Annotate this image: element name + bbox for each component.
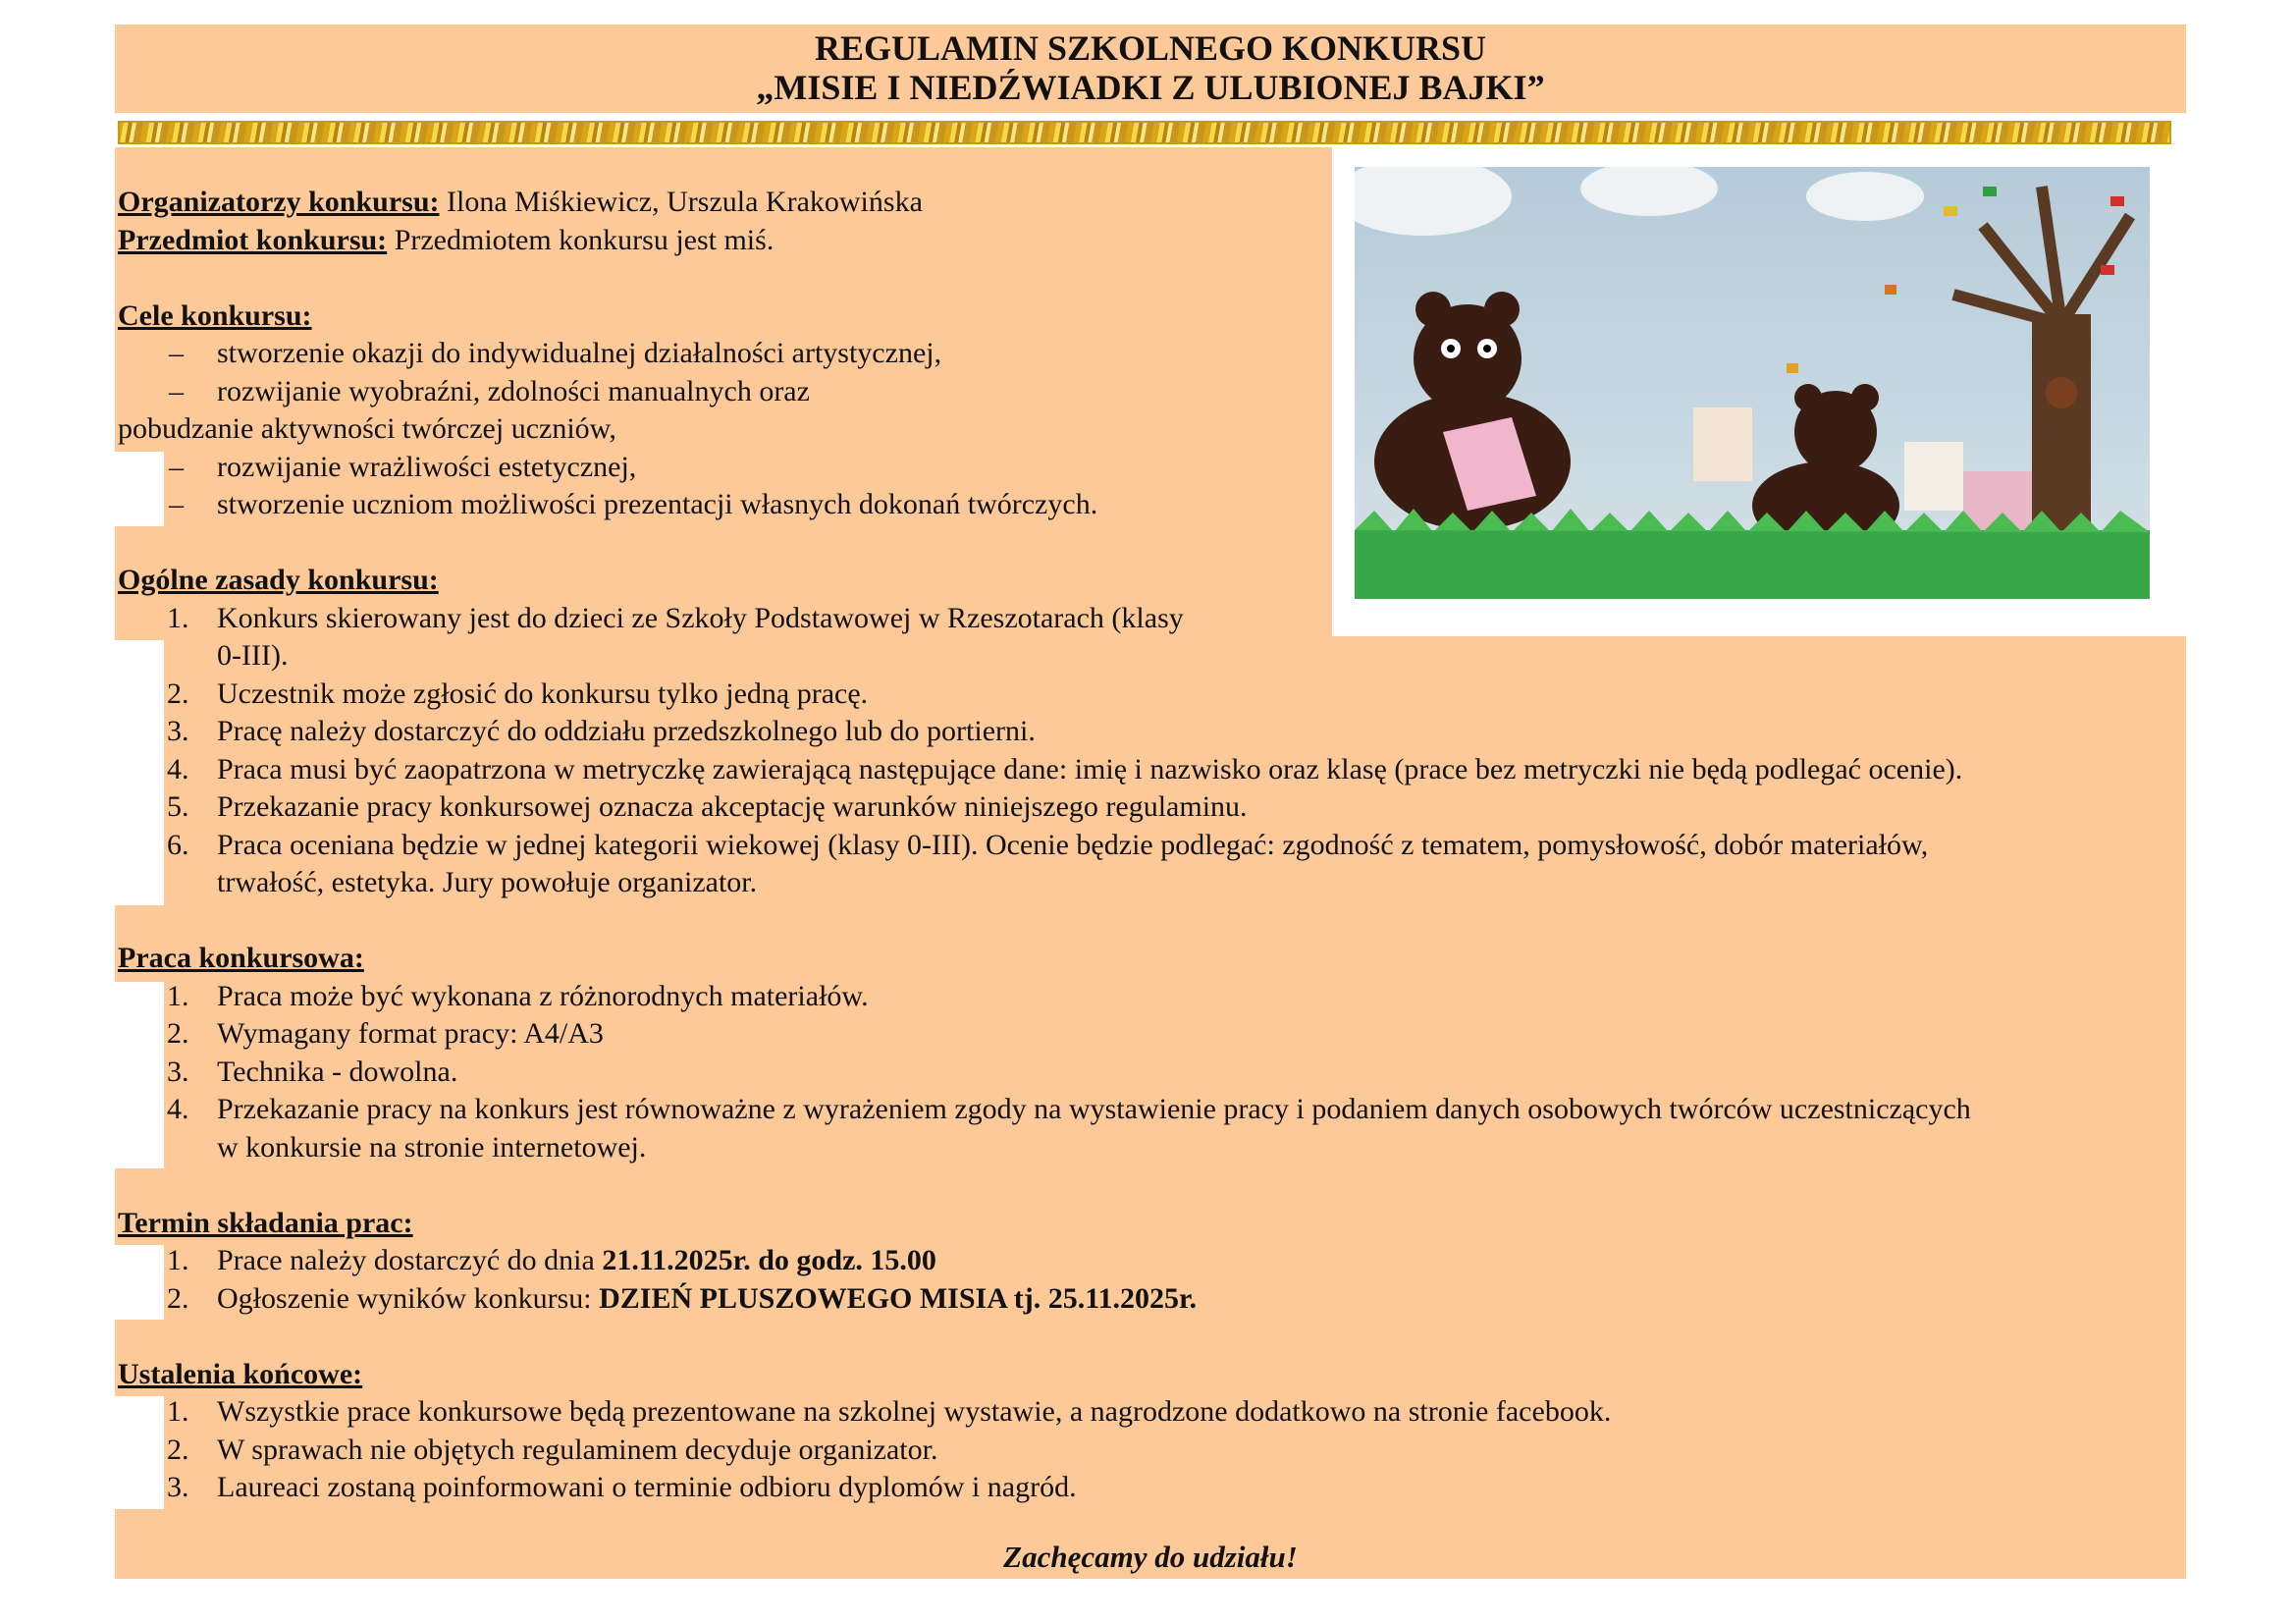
work-item [118, 1091, 2189, 1129]
item-text: Przekazanie pracy na konkurs jest równoważne z wyrażeniem zgody na wystawienie pracy i podaniem danych osobowych twórców uczestniczących [217, 1093, 1971, 1125]
item-text: 0-III). [217, 639, 289, 672]
item-number: 2. [167, 1433, 189, 1466]
bullet-dash: – [169, 337, 184, 369]
item-number: 6. [167, 828, 189, 861]
goal-item [118, 449, 2189, 487]
organizers-value: Ilona Miśkiewicz, Urszula Krakowińska [439, 186, 923, 218]
organizers-row [118, 184, 2189, 222]
rule-item [118, 827, 2189, 865]
item-number: 3. [167, 715, 189, 747]
item-text: Technika - dowolna. [217, 1055, 458, 1088]
item-text: w konkursie na stronie internetowej. [217, 1130, 647, 1164]
bullet-dash: – [169, 488, 184, 520]
item-text: Wszystkie prace konkursowe będą prezentowane na szkolnej wystawie, a nagrodzone dodatkowo na stronie facebook. [217, 1395, 1612, 1428]
deadline-text: Prace należy dostarczyć do dnia [217, 1244, 603, 1276]
rule-item [118, 676, 2189, 714]
work-item [118, 1054, 2189, 1092]
rule-item [118, 713, 2189, 751]
goal-text: stworzenie uczniom możliwości prezentacji własnych dokonań twórczych. [217, 488, 1098, 520]
rule-item [118, 600, 2189, 638]
item-text: Laureaci zostaną poinformowani o terminie odbioru dyplomów i nagród. [217, 1471, 1077, 1503]
goal-item [118, 335, 2189, 373]
final-item [118, 1432, 2189, 1470]
item-text [217, 1280, 1197, 1319]
bullet-dash: – [169, 374, 184, 407]
gold-border-strip [118, 121, 2171, 144]
item-text: Praca musi być zaopatrzona w metryczkę zawierającą następujące dane: imię i nazwisko oraz klasę (prace bez metryczki nie będą podlegać ocenie). [217, 752, 1963, 785]
goal-item [118, 486, 2189, 524]
subject-value: Przedmiotem konkursu jest miś. [387, 223, 774, 256]
results-text: Ogłoszenie wyników konkursu: [217, 1281, 600, 1315]
final-item [118, 1469, 2189, 1507]
work-item-continuation [118, 1129, 2189, 1167]
subject-row [118, 222, 2189, 260]
deadline-heading: Termin składania prac: [118, 1206, 413, 1239]
work-item [118, 978, 2189, 1016]
item-text: Praca oceniana będzie w jednej kategorii wiekowej (klasy 0-III). Ocenie będzie podlegać: zgodność z tematem, pomysłowość, dobór materiałów, [217, 828, 1929, 861]
item-text: Wymagany format pracy: A4/A3 [217, 1017, 604, 1050]
work-item [118, 1015, 2189, 1054]
rule-item-continuation [118, 637, 2189, 676]
item-text: Praca może być wykonana z różnorodnych materiałów. [217, 979, 869, 1012]
item-number: 5. [167, 790, 189, 823]
rule-item [118, 751, 2189, 789]
rule-item [118, 788, 2189, 827]
item-number: 1. [167, 601, 189, 634]
item-number: 2. [167, 1281, 189, 1315]
deadline-date: 21.11.2025r. do godz. 15.00 [602, 1244, 936, 1276]
item-text: trwałość, estetyka. Jury powołuje organizator. [217, 866, 758, 898]
item-number: 1. [167, 979, 189, 1012]
organizers-label: Organizatorzy konkursu: [118, 186, 440, 218]
goal-continuation: pobudzanie aktywności twórczej uczniów, [118, 412, 616, 445]
item-text: Pracę należy dostarczyć do oddziału przedszkolnego lub do portierni. [217, 715, 1036, 747]
closing-text: Zachęcamy do udziału! [1003, 1540, 1298, 1574]
rules-heading: Ogólne zasady konkursu: [118, 564, 439, 596]
item-text: Uczestnik może zgłosić do konkursu tylko jedną pracę. [217, 677, 869, 710]
item-text: W sprawach nie objętych regulaminem decyduje organizator. [217, 1433, 938, 1466]
item-number: 2. [167, 677, 189, 710]
deadline-item [118, 1280, 2189, 1319]
final-heading: Ustalenia końcowe: [118, 1357, 363, 1390]
item-number: 1. [167, 1244, 189, 1276]
item-number: 4. [167, 752, 189, 785]
item-text: Przekazanie pracy konkursowej oznacza akceptację warunków niniejszego regulaminu. [217, 790, 1248, 823]
goal-text: rozwijanie wyobraźni, zdolności manualnych oraz [217, 374, 810, 407]
deadline-item [118, 1242, 2189, 1280]
item-text: Konkurs skierowany jest do dzieci ze Szkoły Podstawowej w Rzeszotarach (klasy [217, 601, 1184, 634]
work-heading: Praca konkursowa: [118, 942, 364, 974]
goal-text: rozwijanie wrażliwości estetycznej, [217, 450, 637, 483]
goal-text: stworzenie okazji do indywidualnej działalności artystycznej, [217, 337, 942, 369]
rule-item-continuation [118, 864, 2189, 902]
subject-label: Przedmiot konkursu: [118, 223, 388, 256]
goal-item [118, 373, 2189, 411]
title-line-2: „MISIE I NIEDŹWIADKI Z ULUBIONEJ BAJKI” [756, 68, 1545, 107]
item-number: 1. [167, 1395, 189, 1428]
item-number: 3. [167, 1471, 189, 1503]
title-line-1: REGULAMIN SZKOLNEGO KONKURSU [814, 28, 1487, 68]
goals-heading: Cele konkursu: [118, 298, 312, 332]
item-number: 2. [167, 1017, 189, 1050]
results-date: DZIEŃ PLUSZOWEGO MISIA tj. 25.11.2025r. [599, 1281, 1198, 1315]
document-body [118, 184, 2189, 1507]
final-item [118, 1393, 2189, 1432]
item-number: 3. [167, 1055, 189, 1088]
item-number: 4. [167, 1093, 189, 1125]
bullet-dash: – [169, 450, 184, 483]
item-text [217, 1242, 936, 1280]
document-header [115, 25, 2186, 113]
